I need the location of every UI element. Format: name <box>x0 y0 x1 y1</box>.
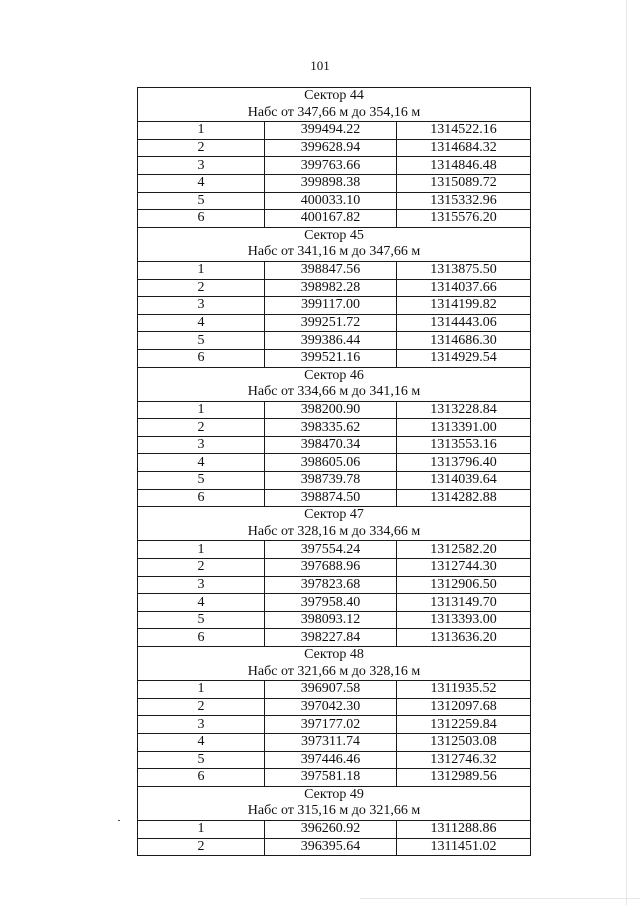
y-coordinate-cell: 1314929.54 <box>397 349 531 367</box>
scan-speck <box>118 820 120 821</box>
table-row <box>138 681 531 699</box>
sector-height-range: Набс от 328,16 м до 334,66 м <box>247 523 421 539</box>
y-coordinate-cell: 1314846.48 <box>397 157 531 175</box>
table-row <box>138 733 531 751</box>
x-coordinate-cell: 397958.40 <box>265 594 397 612</box>
point-number-cell: 5 <box>138 332 265 350</box>
sector-title: Сектор 49 <box>304 786 364 802</box>
scan-edge-right <box>626 0 627 905</box>
table-row <box>138 751 531 769</box>
scan-edge-bottom <box>360 898 640 899</box>
point-number-cell: 3 <box>138 576 265 594</box>
table-row <box>138 349 531 367</box>
y-coordinate-cell: 1315089.72 <box>397 174 531 192</box>
y-coordinate-cell: 1311935.52 <box>397 681 531 699</box>
y-coordinate-cell: 1313391.00 <box>397 419 531 437</box>
sector-header-row <box>138 647 531 681</box>
sector-height-range: Набс от 341,16 м до 347,66 м <box>247 244 421 260</box>
point-number-cell: 4 <box>138 594 265 612</box>
y-coordinate-cell: 1315576.20 <box>397 210 531 228</box>
sector-coordinates-table <box>137 87 531 856</box>
table-row <box>138 332 531 350</box>
point-number-cell: 3 <box>138 716 265 734</box>
y-coordinate-cell: 1314686.30 <box>397 332 531 350</box>
table-row <box>138 559 531 577</box>
x-coordinate-cell: 398093.12 <box>265 611 397 629</box>
table-body <box>138 88 531 856</box>
y-coordinate-cell: 1311451.02 <box>397 838 531 856</box>
point-number-cell: 5 <box>138 611 265 629</box>
y-coordinate-cell: 1312989.56 <box>397 769 531 787</box>
x-coordinate-cell: 397042.30 <box>265 698 397 716</box>
point-number-cell: 2 <box>138 698 265 716</box>
table-row <box>138 139 531 157</box>
y-coordinate-cell: 1313393.00 <box>397 611 531 629</box>
y-coordinate-cell: 1313796.40 <box>397 454 531 472</box>
point-number-cell: 1 <box>138 122 265 140</box>
table-row <box>138 611 531 629</box>
sector-header-row <box>138 227 531 261</box>
x-coordinate-cell: 397446.46 <box>265 751 397 769</box>
x-coordinate-cell: 400167.82 <box>265 210 397 228</box>
table-row <box>138 576 531 594</box>
table-row <box>138 629 531 647</box>
y-coordinate-cell: 1314522.16 <box>397 122 531 140</box>
sector-title: Сектор 45 <box>304 227 364 243</box>
sector-title: Сектор 46 <box>304 367 364 383</box>
sector-title: Сектор 44 <box>304 88 364 103</box>
x-coordinate-cell: 397177.02 <box>265 716 397 734</box>
point-number-cell: 2 <box>138 139 265 157</box>
sector-header-cell <box>138 786 531 820</box>
x-coordinate-cell: 397554.24 <box>265 541 397 559</box>
point-number-cell: 4 <box>138 733 265 751</box>
table-row <box>138 419 531 437</box>
y-coordinate-cell: 1313875.50 <box>397 261 531 279</box>
x-coordinate-cell: 398847.56 <box>265 261 397 279</box>
table-row <box>138 174 531 192</box>
x-coordinate-cell: 398874.50 <box>265 489 397 507</box>
point-number-cell: 1 <box>138 401 265 419</box>
page-number: 101 <box>310 58 330 73</box>
point-number-cell: 3 <box>138 157 265 175</box>
point-number-cell: 2 <box>138 419 265 437</box>
x-coordinate-cell: 398335.62 <box>265 419 397 437</box>
point-number-cell: 1 <box>138 681 265 699</box>
table-row <box>138 297 531 315</box>
y-coordinate-cell: 1312259.84 <box>397 716 531 734</box>
y-coordinate-cell: 1313228.84 <box>397 401 531 419</box>
point-number-cell: 3 <box>138 436 265 454</box>
sector-header-cell <box>138 647 531 681</box>
x-coordinate-cell: 397581.18 <box>265 769 397 787</box>
x-coordinate-cell: 398200.90 <box>265 401 397 419</box>
sector-header-cell <box>138 88 531 122</box>
sector-title: Сектор 48 <box>304 647 364 662</box>
sector-title: Сектор 47 <box>304 507 364 523</box>
x-coordinate-cell: 398982.28 <box>265 279 397 297</box>
x-coordinate-cell: 398739.78 <box>265 472 397 490</box>
point-number-cell: 6 <box>138 349 265 367</box>
y-coordinate-cell: 1314039.64 <box>397 472 531 490</box>
y-coordinate-cell: 1314443.06 <box>397 314 531 332</box>
x-coordinate-cell: 399386.44 <box>265 332 397 350</box>
point-number-cell: 1 <box>138 820 265 838</box>
table-row <box>138 716 531 734</box>
point-number-cell: 4 <box>138 174 265 192</box>
sector-header-row <box>138 88 531 122</box>
point-number-cell: 3 <box>138 297 265 315</box>
x-coordinate-cell: 398470.34 <box>265 436 397 454</box>
y-coordinate-cell: 1313553.16 <box>397 436 531 454</box>
table-row <box>138 314 531 332</box>
point-number-cell: 2 <box>138 279 265 297</box>
table-row <box>138 489 531 507</box>
point-number-cell: 4 <box>138 454 265 472</box>
y-coordinate-cell: 1312744.30 <box>397 559 531 577</box>
x-coordinate-cell: 396907.58 <box>265 681 397 699</box>
point-number-cell: 6 <box>138 210 265 228</box>
table-row <box>138 838 531 856</box>
table-row <box>138 210 531 228</box>
sector-height-range: Набс от 347,66 м до 354,16 м <box>247 104 421 120</box>
table-row <box>138 157 531 175</box>
table-row <box>138 401 531 419</box>
y-coordinate-cell: 1312097.68 <box>397 698 531 716</box>
point-number-cell: 2 <box>138 559 265 577</box>
point-number-cell: 5 <box>138 472 265 490</box>
point-number-cell: 5 <box>138 192 265 210</box>
point-number-cell: 6 <box>138 489 265 507</box>
sector-header-cell <box>138 507 531 541</box>
x-coordinate-cell: 399628.94 <box>265 139 397 157</box>
x-coordinate-cell: 398605.06 <box>265 454 397 472</box>
x-coordinate-cell: 399494.22 <box>265 122 397 140</box>
x-coordinate-cell: 399117.00 <box>265 297 397 315</box>
x-coordinate-cell: 397688.96 <box>265 559 397 577</box>
table-row <box>138 122 531 140</box>
table-row <box>138 261 531 279</box>
table-row <box>138 454 531 472</box>
x-coordinate-cell: 396395.64 <box>265 838 397 856</box>
x-coordinate-cell: 399521.16 <box>265 349 397 367</box>
y-coordinate-cell: 1313149.70 <box>397 594 531 612</box>
y-coordinate-cell: 1312746.32 <box>397 751 531 769</box>
point-number-cell: 1 <box>138 541 265 559</box>
y-coordinate-cell: 1312906.50 <box>397 576 531 594</box>
x-coordinate-cell: 399251.72 <box>265 314 397 332</box>
point-number-cell: 5 <box>138 751 265 769</box>
table-row <box>138 192 531 210</box>
point-number-cell: 4 <box>138 314 265 332</box>
x-coordinate-cell: 399898.38 <box>265 174 397 192</box>
y-coordinate-cell: 1312503.08 <box>397 733 531 751</box>
table-row <box>138 472 531 490</box>
x-coordinate-cell: 397311.74 <box>265 733 397 751</box>
y-coordinate-cell: 1315332.96 <box>397 192 531 210</box>
y-coordinate-cell: 1314282.88 <box>397 489 531 507</box>
table-row <box>138 436 531 454</box>
point-number-cell: 6 <box>138 629 265 647</box>
sector-header-row <box>138 507 531 541</box>
sector-header-row <box>138 367 531 401</box>
table-row <box>138 698 531 716</box>
y-coordinate-cell: 1312582.20 <box>397 541 531 559</box>
y-coordinate-cell: 1314037.66 <box>397 279 531 297</box>
y-coordinate-cell: 1311288.86 <box>397 820 531 838</box>
sector-header-cell <box>138 367 531 401</box>
table-row <box>138 820 531 838</box>
sector-header-row <box>138 786 531 820</box>
point-number-cell: 2 <box>138 838 265 856</box>
table-row <box>138 769 531 787</box>
x-coordinate-cell: 399763.66 <box>265 157 397 175</box>
table-row <box>138 594 531 612</box>
y-coordinate-cell: 1314199.82 <box>397 297 531 315</box>
x-coordinate-cell: 400033.10 <box>265 192 397 210</box>
sector-height-range: Набс от 334,66 м до 341,16 м <box>247 384 421 400</box>
table-row <box>138 541 531 559</box>
y-coordinate-cell: 1313636.20 <box>397 629 531 647</box>
sector-header-cell <box>138 227 531 261</box>
sector-height-range: Набс от 315,16 м до 321,66 м <box>247 803 421 819</box>
x-coordinate-cell: 397823.68 <box>265 576 397 594</box>
sector-height-range: Набс от 321,66 м до 328,16 м <box>247 663 421 679</box>
point-number-cell: 1 <box>138 261 265 279</box>
x-coordinate-cell: 396260.92 <box>265 820 397 838</box>
table-row <box>138 279 531 297</box>
y-coordinate-cell: 1314684.32 <box>397 139 531 157</box>
x-coordinate-cell: 398227.84 <box>265 629 397 647</box>
point-number-cell: 6 <box>138 769 265 787</box>
